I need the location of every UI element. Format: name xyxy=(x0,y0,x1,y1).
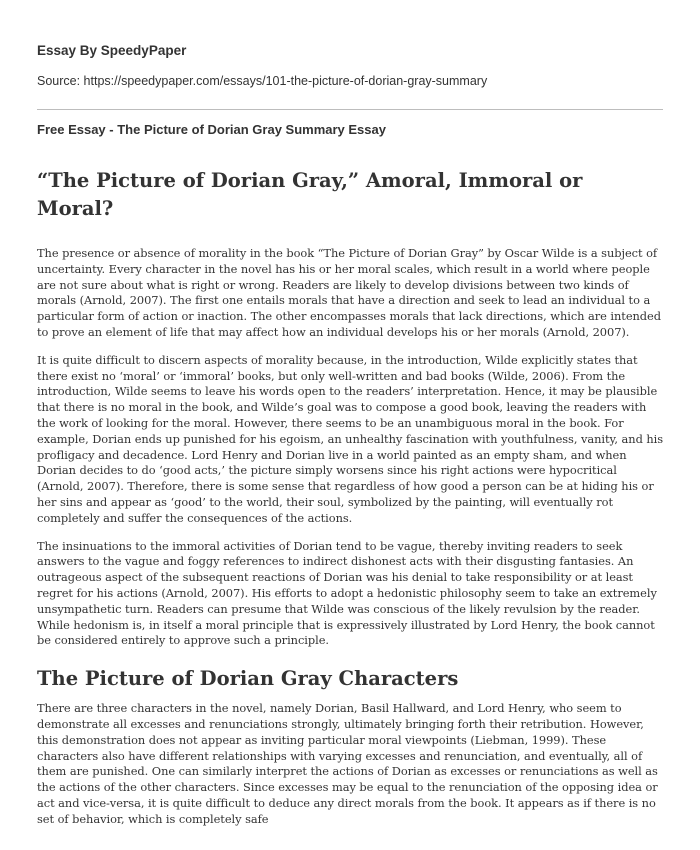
header-divider xyxy=(37,109,663,110)
document-type-label: Free Essay - The Picture of Dorian Gray Summary Essay xyxy=(37,122,386,137)
section-heading-characters: The Picture of Dorian Gray Characters xyxy=(37,667,459,691)
essay-title: “The Picture of Dorian Gray,” Amoral, Immoral or Moral? xyxy=(37,169,583,220)
essay-body xyxy=(37,167,665,840)
body-paragraph-3: The insinuations to the immoral activities of Dorian tend to be vague, thereby inviting readers to seek answers to the vague and foggy references to indirect dishonest acts with their disgusting fantasies. An outrageous aspect of the subsequent reactions of Dorian was his denial to take responsibility or at least regret for his actions (Arnold, 2007). His efforts to adopt a hedonistic philosophy seem to take an extremely unsympathetic turn. Readers can presume that Wilde was conscious of the likely revulsion by the reader. While hedonism is, in itself a moral principle that is expressively illustrated by Lord Henry, the book cannot be considered entirely to approve such a principle. xyxy=(37,538,657,648)
source-url: Source: https://speedypaper.com/essays/101-the-picture-of-dorian-gray-summary xyxy=(37,74,488,88)
section-paragraph-1: There are three characters in the novel, namely Dorian, Basil Hallward, and Lord Henry, who seem to demonstrate all excesses and renunciations strongly, ultimately bringing forth their retribution. However, this demonstration does not appear as inviting particular moral viewpoints (Liebman, 1999). These characters also have different relationships with varying excesses and renunciation, and eventually, all of them are punished. One can similarly interpret the actions of Dorian as excesses or renunciations as well as the actions of the other characters. Since excesses may be equal to the renunciation of the opposing idea or act and vice-versa, it is quite difficult to deduce any direct morals from the book. It appears as if there is no set of behavior, which is completely safe xyxy=(37,701,658,826)
brand-label: Essay By SpeedyPaper xyxy=(37,43,187,58)
body-paragraph-1: The presence or absence of morality in the book “The Picture of Dorian Gray” by Oscar Wilde is a subject of uncertainty. Every character in the novel has his or her moral scales, which result in a world where people are not sure about what is right or wrong. Readers are likely to develop divisions between two kinds of morals (Arnold, 2007). The first one entails morals that have a direction and seek to lead an individual to a particular form of action or inaction. The other encompasses morals that lack directions, which are intended to prove an element of life that may affect how an individual develops his or her morals (Arnold, 2007). xyxy=(37,246,661,339)
body-paragraph-2: It is quite difficult to discern aspects of morality because, in the introduction, Wilde explicitly states that there exist no ‘moral’ or ‘immoral’ books, but only well-written and bad books (Wilde, 2006). From the introduction, Wilde seems to leave his words open to the readers’ interpretation. Hence, it may be plausible that there is no moral in the book, and Wilde’s goal was to compose a good book, leaving the readers with the work of looking for the moral. However, there seems to be an unambiguous moral in the book. For example, Dorian ends up punished for his egoism, an unhealthy fascination with youthfulness, vanity, and his profligacy and decadence. Lord Henry and Dorian live in a world painted as an empty sham, and when Dorian decides to do ‘good acts,’ the picture simply worsens since his right actions were hypocritical (Arnold, 2007). Therefore, there is some sense that regardless of how good a person can be at hiding his or her sins and appear as ‘good’ to the world, their soul, symbolized by the painting, will eventually rot completely and suffer the consequences of the actions. xyxy=(37,352,664,525)
